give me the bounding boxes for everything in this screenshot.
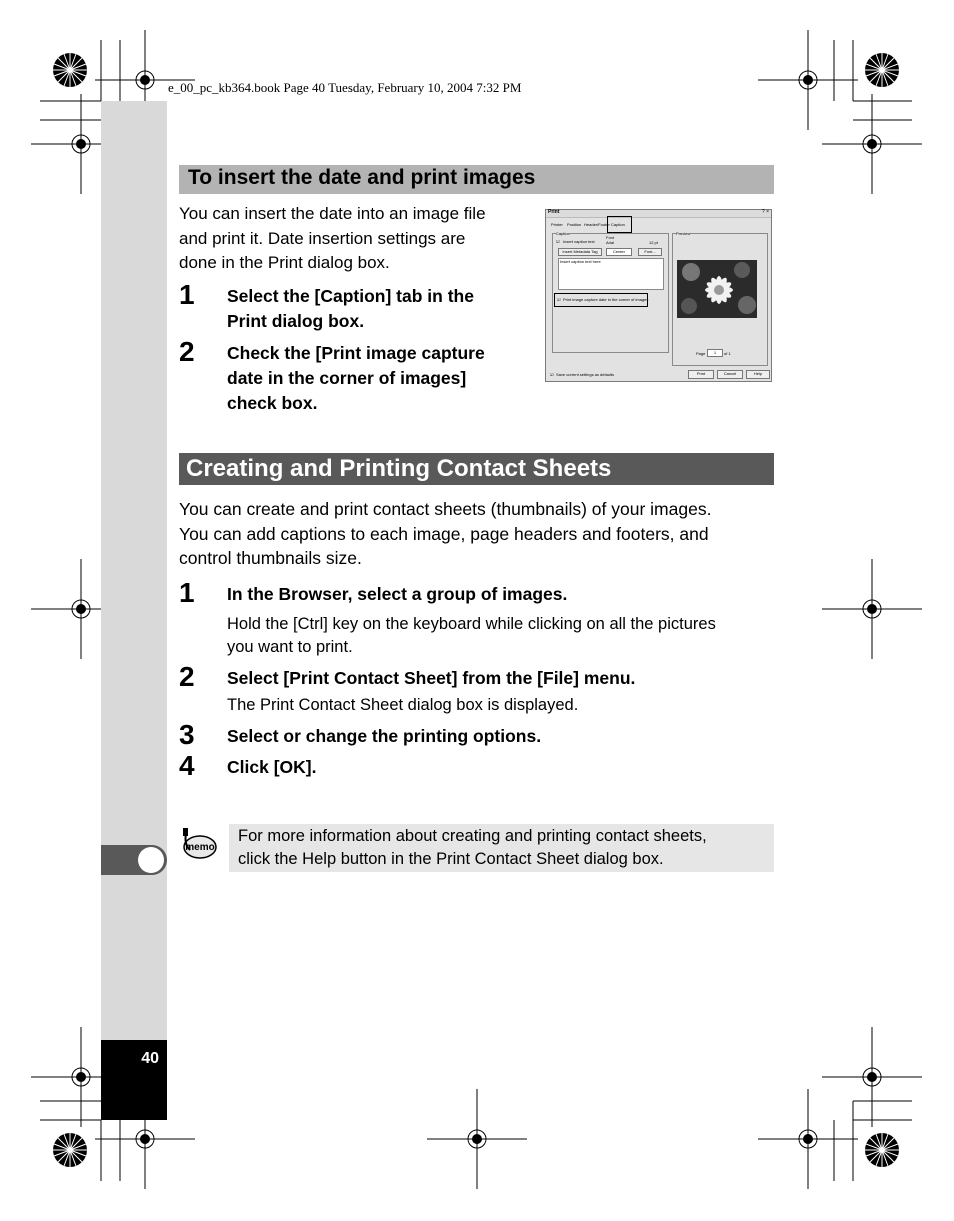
section-heading-text: Creating and Printing Contact Sheets (186, 455, 612, 482)
save-settings-label: Save current settings as defaults (556, 372, 615, 377)
intro-line: You can add captions to each image, page headers and footers, and (179, 523, 709, 544)
insert-caption-checkbox: ☑ (556, 239, 560, 244)
font-size: 12 pt (649, 240, 658, 245)
tab-position: Position (567, 222, 582, 227)
insert-caption-label: Insert caption text (563, 239, 595, 244)
step-description-line: Hold the [Ctrl] key on the keyboard while clicking on all the pictures (227, 615, 716, 633)
intro-line: control thumbnails size. (179, 548, 362, 568)
step-title-line: Check the [Print image capture (227, 343, 485, 363)
font-label: Font (606, 235, 615, 240)
dialog-window-buttons: ? × (761, 209, 769, 215)
intro-line: done in the Print dialog box. (179, 253, 390, 272)
memo-icon-label: memo (185, 842, 215, 853)
cancel-button: Cancel (717, 370, 743, 379)
dialog-titlebar (546, 210, 771, 218)
page-label: Page (696, 351, 706, 356)
page-of-label: of 1 (724, 351, 731, 356)
memo-text (238, 825, 768, 870)
print-dialog-screenshot (545, 209, 772, 382)
insert-metadata-tag-button: Insert Metadata Tag (558, 248, 602, 256)
page-number: 40 (141, 1050, 159, 1067)
font-button: Font... (638, 248, 662, 256)
step-number: 3 (179, 719, 195, 750)
step-title-line: Print dialog box. (227, 311, 365, 331)
caption-text-value: Insert caption text here (560, 259, 601, 264)
section2-intro (179, 497, 779, 571)
step-title: In the Browser, select a group of images. (227, 584, 568, 604)
step-description-line: The Print Contact Sheet dialog box is displayed. (227, 696, 579, 714)
flower-image (677, 260, 757, 318)
section1-intro (179, 202, 539, 276)
step-number: 2 (179, 661, 195, 692)
step-description-line: you want to print. (227, 638, 353, 656)
intro-line: and print it. Date insertion settings are (179, 228, 466, 248)
step-title-line: check box. (227, 393, 318, 413)
step-title (227, 284, 547, 334)
font-name: Arial (606, 240, 615, 245)
book-header: e_00_pc_kb364.book Page 40 Tuesday, February 10, 2004 7:32 PM (168, 80, 522, 95)
print-date-checkbox: ☑ (557, 297, 561, 302)
step-title-line: date in the corner of images] (227, 368, 467, 388)
chapter-tab-circle (138, 847, 164, 873)
step-title: Select or change the printing options. (227, 726, 542, 746)
step-number: 1 (179, 279, 195, 310)
step-number: 2 (179, 336, 195, 367)
step-description (227, 613, 777, 659)
tab-caption: Caption (611, 222, 625, 227)
caption-tab-highlight (607, 216, 632, 233)
preview-label: Preview (676, 231, 691, 236)
intro-line: You can create and print contact sheets (thumbnails) of your images. (179, 499, 712, 519)
step-number: 1 (179, 577, 195, 608)
help-button: Help (746, 370, 770, 379)
print-date-checkbox-label: Print image capture date in the corner of images (563, 297, 649, 302)
step-title: Select [Print Contact Sheet] from the [File] menu. (227, 668, 636, 688)
sidebar (101, 101, 167, 1120)
alignment-select: Center (606, 248, 632, 256)
section-heading-contact-sheets (179, 453, 774, 485)
tab-header-footer: Header/Footer (584, 222, 610, 227)
caption-group-label: Caption (556, 231, 570, 236)
section-heading-text: To insert the date and print images (188, 166, 536, 189)
memo-icon (180, 826, 218, 864)
save-settings-checkbox: ☑ (550, 372, 554, 377)
step-title-line: Select the [Caption] tab in the (227, 286, 474, 306)
step-title: Click [OK]. (227, 757, 317, 777)
dialog-title: Print (548, 209, 560, 215)
intro-line: You can insert the date into an image file (179, 204, 486, 223)
tab-printer: Printer (551, 222, 563, 227)
step-number: 4 (179, 750, 195, 781)
page-input: 1 (707, 349, 723, 357)
memo-line: click the Help button in the Print Contact Sheet dialog box. (238, 849, 664, 868)
step-title (227, 341, 547, 416)
preview-photo (677, 260, 757, 318)
step-description (227, 694, 777, 717)
memo-line: For more information about creating and printing contact sheets, (238, 827, 707, 845)
print-button: Print (688, 370, 714, 379)
section-heading-insert-date (179, 165, 774, 194)
